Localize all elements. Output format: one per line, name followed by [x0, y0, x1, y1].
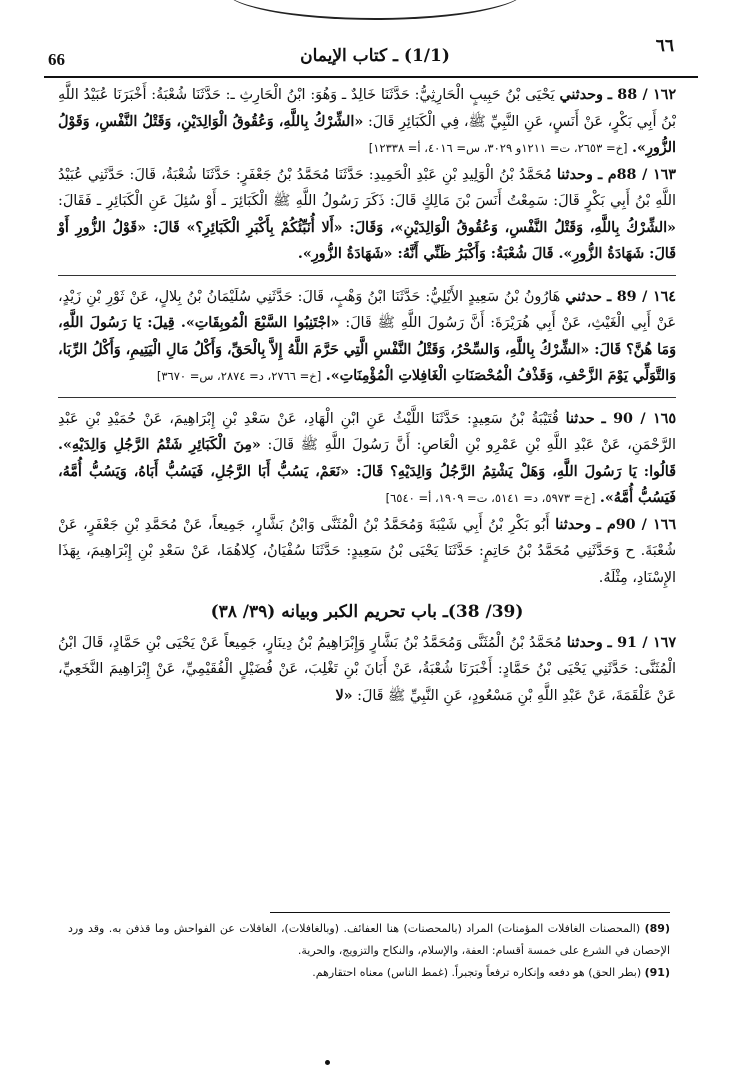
- page-number-latin: 66: [48, 50, 65, 69]
- hadith-reference: [خ= ٢٧٦٦، د= ٢٨٧٤، س= ٣٦٧٠]: [156, 369, 322, 383]
- page-body: [58, 82, 676, 709]
- hadith-number: ١٦٣ / 88م ـ: [597, 166, 676, 183]
- hadith-163: [58, 162, 676, 268]
- footnote-rule: [270, 912, 670, 913]
- hadith-text: قُتَيْبَةُ بْنُ سَعِيدٍ: حَدَّثَنَا اللَّيْثُ عَنِ ابْنِ الْهَادِ، عَنْ سَعْدِ بْنِ إِبْرَاهِيمَ، عَنْ حُمَيْدِ بْنِ عَبْدِ الرَّحْمَنِ، عَنْ عَبْدِ اللَّهِ بْنِ عَمْرِو بْنِ الْعَاصِ: أَنَّ رَسُولَ اللَّهِ ﷺ قَالَ:: [58, 410, 676, 453]
- hadith-intro: وحدثنا: [555, 516, 591, 533]
- hadith-quote: «اجْتَنِبُوا السَّبْعَ الْمُوبِقَاتِ». قِيلَ: يَا رَسُولَ اللَّهِ، وَمَا هُنَّ؟ قَالَ: «الشِّرْكُ بِاللَّهِ، وَالسِّحْرُ، وَقَتْلُ النَّفْسِ الَّتِي حَرَّمَ اللَّهُ إِلاَّ بِالْحَقِّ، وَأَكْلُ مَالِ الْيَتِيمِ، وَأَكْلُ الرِّبَا، وَالتَّوَلِّي يَوْمَ الزَّحْفِ، وَقَذْفُ الْمُحْصَنَاتِ الْغَافِلاتِ الْمُؤْمِنَاتِ».: [58, 315, 676, 384]
- hadith-number: ١٦٦ / 90م ـ: [596, 516, 677, 533]
- hadith-164: [58, 284, 676, 390]
- hadith-number: ١٦٢ / 88 ـ: [607, 87, 677, 103]
- hadith-reference: [خ= ٥٩٧٣، د= ٥١٤١، ت= ١٩٠٩، أ= ٦٥٤٠]: [385, 491, 596, 505]
- hadith-quote: «لا: [335, 687, 353, 704]
- footnotes: [68, 918, 670, 984]
- footnote-label: (91): [644, 966, 670, 979]
- footnote-label: (89): [644, 922, 670, 935]
- hadith-separator: [58, 397, 676, 398]
- hadith-text: أَبُو بَكْرِ بْنُ أَبِي شَيْبَةَ وَمُحَمَّدُ بْنُ الْمُثَنَّى وَابْنُ بَشَّارٍ، جَمِيعاً، عَنْ مُحَمَّدِ بْنِ جَعْفَرٍ، عَنْ شُعْبَةَ. ح وَحَدَّثَنِي مُحَمَّدُ بْنُ حَاتِمٍ: حَدَّثَنَا يَحْيَى بْنُ سَعِيدٍ: حَدَّثَنَا سُفْيَانُ، كِلاهُمَا، عَنْ سَعْدِ بْنِ إِبْرَاهِيمَ، بِهَذَا الإِسْنَادِ، مِثْلَهُ.: [58, 516, 676, 586]
- hadith-text: مُحَمَّدُ بْنُ الْمُثَنَّى وَمُحَمَّدُ بْنُ بَشَّارٍ وَإِبْرَاهِيمُ بْنُ دِينَارٍ، جَمِيعاً عَنْ يَحْيَى بْنِ حَمَّادٍ، قَالَ ابْنُ الْمُثَنَّى: حَدَّثَنِي يَحْيَى بْنُ حَمَّادٍ: أَخْبَرَنَا شُعْبَةُ، عَنْ أَبَانَ بْنِ تَغْلِبَ، عَنْ فُضَيْلٍ الْفُقَيْمِيِّ، عَنْ إِبْرَاهِيمَ النَّخَعِيِّ، عَنْ عَلْقَمَةَ، عَنْ عَبْدِ اللَّهِ بْنِ مَسْعُودٍ، عَنِ النَّبِيِّ ﷺ قَالَ:: [58, 634, 676, 704]
- hadith-165: [58, 406, 676, 512]
- running-title: (1/1) ـ كتاب الإيمان: [300, 46, 450, 66]
- header-rule: [44, 76, 698, 78]
- hadith-text: هَارُونُ بْنُ سَعِيدٍ الأَيْلِيُّ: حَدَّثَنَا ابْنُ وَهْبٍ، قَالَ: حَدَّثَنِي سُلَيْمَانُ بْنُ بِلالٍ، عَنْ ثَوْرِ بْنِ زَيْدٍ، عَنْ أَبِي الْغَيْثِ، عَنْ أَبِي هُرَيْرَةَ: أَنَّ رَسُولَ اللَّهِ ﷺ قَالَ:: [58, 288, 677, 331]
- hadith-reference: [خ= ٢٦٥٣، ت= ١٢١١و ٣٠٢٩، س= ٤٠١٦، أ= ١٢٣٣٨]: [368, 141, 628, 155]
- hadith-quote: «مِنَ الْكَبَائِرِ شَتْمُ الرَّجُلِ وَالِدَيْهِ». قَالُوا: يَا رَسُولَ اللَّهِ، وَهَلْ يَشْتِمُ الرَّجُلُ وَالِدَيْهِ؟ قَالَ: «نَعَمْ، يَسُبُّ أَبَا الرَّجُلِ، فَيَسُبُّ أَبَاهُ، وَيَسُبُّ أُمَّهُ، فَيَسُبُّ أُمَّهُ».: [58, 437, 676, 506]
- hadith-text: يَحْيَى بْنُ حَبِيبٍ الْحَارِثِيُّ: حَدَّثَنَا خَالِدٌ ـ وَهُوَ: ابْنُ الْحَارِثِ ـ: حَدَّثَنَا شُعْبَةُ: أَخْبَرَنَا عُبَيْدُ اللَّهِ بْنُ أَبِي بَكْرٍ، عَنْ أَنَسٍ، عَنِ النَّبِيِّ ﷺ، فِي الْكَبَائِرِ قَالَ:: [58, 87, 676, 130]
- page-number-arabic: ٦٦: [655, 36, 674, 56]
- hadith-separator: [58, 275, 676, 276]
- chapter-heading: (39/ 38)ـ باب تحريم الكبر وبيانه (٣٩/ ٣٨): [210, 602, 524, 622]
- footnote-text: (المحصنات الغافلات المؤمنات) المراد (بالمحصنات) هنا العفائف. (وبالغافلات)، الغافلات عن الفواحش وما قذفن به. وقد ورد الإحصان في الشرع على خمسة أقسام: العفة، والإسلام، والنكاح والتزويج، والحرية.: [68, 922, 670, 957]
- footnote-text: (بطر الحق) هو دفعه وإنكاره ترفعاً وتجبراً. (غمط الناس) معناه احتقارهم.: [312, 966, 642, 979]
- hadith-intro: وحدثنا: [566, 634, 603, 651]
- hadith-intro: وحدثنا: [556, 166, 593, 183]
- hadith-intro: وحدثني: [559, 87, 603, 103]
- bottom-dot: [325, 1060, 330, 1065]
- hadith-number: ١٦٤ / 89 ـ: [606, 288, 676, 305]
- hadith-167: [58, 630, 676, 710]
- footnote-89: [68, 918, 670, 962]
- footnote-91: [68, 962, 670, 984]
- hadith-number: ١٦٥ / 90 ـ: [601, 410, 677, 427]
- hadith-162: [58, 82, 676, 162]
- hadith-intro: حدثني: [565, 288, 602, 305]
- hadith-quote: «الشِّرْكُ بِاللَّهِ، وَعُقُوقُ الْوَالِدَيْنِ، وَقَتْلُ النَّفْسِ، وَقَوْلُ الزُّورِ».: [58, 113, 676, 156]
- hadith-intro: حدثنا: [565, 410, 595, 427]
- hadith-text: مُحَمَّدُ بْنُ الْوَلِيدِ بْنِ عَبْدِ الْحَمِيدِ: حَدَّثَنَا مُحَمَّدُ بْنُ جَعْفَرٍ: حَدَّثَنَا شُعْبَةُ، قَالَ: حَدَّثَنِي عُبَيْدُ اللَّهِ بْنُ أَبِي بَكْرٍ قَالَ: سَمِعْتُ أَنَسَ بْنَ مَالِكٍ قَالَ: ذَكَرَ رَسُولُ اللَّهِ ﷺ الْكَبَائِرَ ـ أَوْ سُئِلَ عَنِ الْكَبَائِرِ ـ فَقَالَ:: [58, 166, 676, 209]
- hadith-166: [58, 512, 676, 592]
- hadith-quote: «الشِّرْكُ بِاللَّهِ، وَقَتْلُ النَّفْسِ، وَعُقُوقُ الْوَالِدَيْنِ»، وَقَالَ: «أَلا أُنَبِّئُكُمْ بِأَكْبَرِ الْكَبَائِرِ؟» قَالَ: «قَوْلُ الزُّورِ أَوْ قَالَ: شَهَادَةُ الزُّورِ». قَالَ شُعْبَةُ: وَأَكْبَرُ ظَنِّي أَنَّهُ: «شَهَادَةُ الزُّورِ».: [58, 219, 676, 262]
- hadith-number: ١٦٧ / 91 ـ: [607, 634, 677, 651]
- top-decoration: [225, 0, 525, 20]
